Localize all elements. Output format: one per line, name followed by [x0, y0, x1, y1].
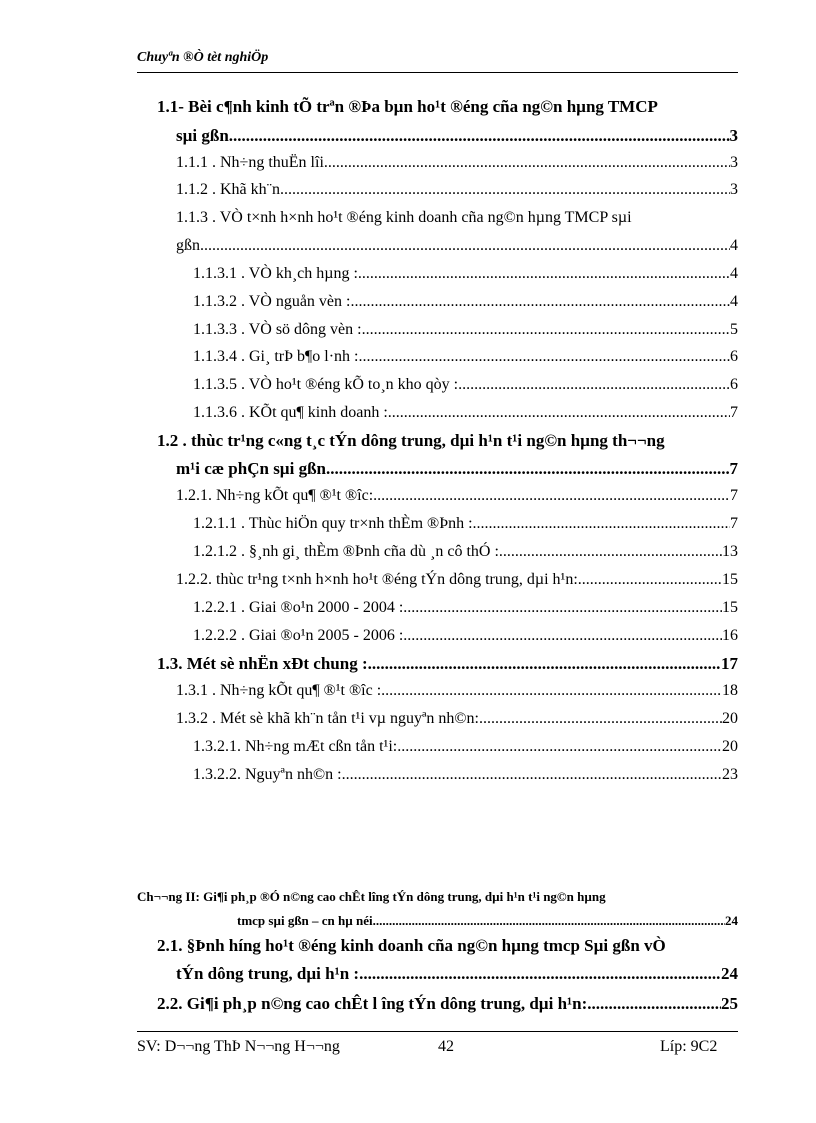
- toc-label: 1.1.3.3 . VÒ sö dông vèn :: [193, 321, 362, 338]
- toc-page: 5: [730, 321, 738, 338]
- toc-leader: [373, 913, 725, 929]
- toc-2-2[interactable]: [157, 994, 738, 1014]
- toc-label: 1.1.3.4 . Gi¸ trÞ b¶o l·nh :: [193, 348, 359, 365]
- toc-page: 7: [729, 459, 738, 478]
- toc-1-2-2-2[interactable]: [193, 627, 738, 645]
- toc-1-1-3-line1: 1.1.3 . VÒ t×nh h×nh ho¹t ®éng kinh doanh cña ng©n hµng TMCP sµi: [176, 209, 632, 226]
- header-rule: [137, 72, 738, 73]
- toc-1-1-3-5[interactable]: [193, 376, 738, 394]
- footer-page-number: 42: [438, 1038, 454, 1055]
- toc-label: 1.3.1 . Nh÷ng kÕt qu¶ ®¹t ®îc :: [176, 682, 382, 699]
- toc-leader: [578, 571, 722, 589]
- toc-1-1-3[interactable]: [176, 237, 738, 255]
- toc-page: 7: [730, 515, 738, 532]
- toc-page: 4: [730, 265, 738, 282]
- toc-1-3-1[interactable]: [176, 682, 738, 700]
- toc-2-1-line2: tÝn dông trung, dµi h¹n :: [176, 964, 360, 983]
- toc-1-1-3-1[interactable]: [193, 265, 738, 283]
- toc-label: 1.2.2.1 . Giai ®o¹n 2000 - 2004 :: [193, 599, 404, 616]
- toc-page: 4: [730, 237, 738, 254]
- toc-label: 1.1.3.2 . VÒ nguån vèn :: [193, 293, 351, 310]
- toc-1-2-line1: 1.2 . thùc tr¹ng c«ng t¸c tÝn dông trung, dµi h¹n t¹i ng©n hµng th¬¬ng: [157, 431, 665, 450]
- toc-leader: [368, 654, 721, 674]
- toc-label: 1.3.2 . Mét sè khã kh¨n tån t¹i vµ nguyªn nh©n:: [176, 710, 479, 727]
- toc-label: 2.2. Gi¶i ph¸p n©ng cao chÊt l îng tÝn dông trung, dµi h¹n:: [157, 994, 588, 1013]
- toc-page: 7: [730, 487, 738, 504]
- toc-label: 1.2.2.2 . Giai ®o¹n 2005 - 2006 :: [193, 627, 404, 644]
- toc-leader: [359, 964, 721, 984]
- toc-leader: [342, 766, 722, 784]
- toc-1-1-line2: sµi gßn: [176, 126, 229, 145]
- toc-label: 1.2.1.2 . §¸nh gi¸ thÈm ®Þnh cña dù ¸n cô thÓ :: [193, 543, 499, 560]
- toc-1-2-1-2[interactable]: [193, 543, 738, 561]
- toc-leader: [499, 543, 722, 561]
- toc-1-3-2-1[interactable]: [193, 738, 738, 756]
- toc-label: 1.2.1.1 . Thùc hiÖn quy tr×nh thÈm ®Þnh :: [193, 515, 473, 532]
- toc-page: 24: [725, 913, 738, 928]
- toc-leader: [362, 321, 730, 339]
- toc-page: 3: [729, 126, 738, 145]
- toc-1-2[interactable]: [176, 459, 738, 479]
- toc-1-1-3-2[interactable]: [193, 293, 738, 311]
- toc-label: 1.1.1 . Nh÷ng thuËn lîi: [176, 154, 324, 171]
- toc-leader: [373, 487, 730, 505]
- toc-1-2-line2: m¹i cæ phÇn sµi gßn.: [176, 459, 331, 478]
- footer-student: SV: D¬¬ng ThÞ N¬¬ng H¬¬ng: [137, 1038, 340, 1055]
- toc-1-1-2[interactable]: [176, 181, 738, 199]
- toc-leader: [473, 515, 730, 533]
- toc-label: 1.3.2.1. Nh÷ng mÆt cßn tån t¹i:: [193, 738, 398, 755]
- footer-rule: [137, 1031, 738, 1032]
- toc-page: 16: [722, 627, 738, 644]
- toc-page: 20: [722, 710, 738, 727]
- toc-page: 20: [722, 738, 738, 755]
- toc-page: 23: [722, 766, 738, 783]
- toc-leader: [324, 154, 730, 172]
- toc-leader: [397, 738, 722, 756]
- toc-1-3-2[interactable]: [176, 710, 738, 728]
- toc-1-2-1-1[interactable]: [193, 515, 738, 533]
- toc-1-1-line1: 1.1- Bèi c¶nh kinh tÕ trªn ®Þa bµn ho¹t ®éng cña ng©n hµng TMCP: [157, 97, 658, 116]
- toc-leader: [388, 404, 730, 422]
- toc-page: 15: [722, 571, 738, 588]
- toc-leader: [358, 348, 730, 366]
- toc-label: 1.2.1. Nh÷ng kÕt qu¶ ®¹t ®îc:: [176, 487, 374, 504]
- toc-page: 4: [730, 293, 738, 310]
- toc-label: 1.3.2.2. Nguyªn nh©n :: [193, 766, 342, 783]
- toc-ch2-line1: Ch¬¬ng II: Gi¶i ph¸p ®Ó n©ng cao chÊt lîng tÝn dông trung, dµi h¹n t¹i ng©n hµng: [137, 889, 606, 904]
- toc-label: 1.1.3.5 . VÒ ho¹t ®éng kÕ to¸n kho qòy :: [193, 376, 459, 393]
- toc-label: 1.2.2. thùc tr¹ng t×nh h×nh ho¹t ®éng tÝn dông trung, dµi h¹n:: [176, 571, 578, 588]
- toc-leader: [381, 682, 722, 700]
- toc-page: 6: [730, 348, 738, 365]
- toc-1-3-2-2[interactable]: [193, 766, 738, 784]
- toc-page: 17: [721, 654, 738, 673]
- toc-label: 1.3. Mét sè nhËn xÐt chung :: [157, 654, 368, 673]
- toc-1-1-3-3[interactable]: [193, 321, 738, 339]
- toc-1-2-2-1[interactable]: [193, 599, 738, 617]
- toc-leader: [458, 376, 730, 394]
- toc-label: 1.1.2 . Khã kh¨n: [176, 181, 280, 198]
- toc-1-3[interactable]: [157, 654, 738, 674]
- toc-label: 1.1.3.1 . VÒ kh¸ch hµng :: [193, 265, 358, 282]
- toc-leader: [280, 181, 730, 199]
- toc-page: 7: [730, 404, 738, 421]
- toc-page: 13: [722, 543, 738, 560]
- toc-1-2-2[interactable]: [176, 571, 738, 589]
- header-title: Chuyªn ®Ò tèt nghiÖp: [137, 50, 269, 65]
- toc-leader: [479, 710, 722, 728]
- toc-ch2-line2: tmcp sµi gßn – cn hµ néi: [237, 913, 373, 928]
- toc-1-1-3-4[interactable]: [193, 348, 738, 366]
- toc-page: 3: [730, 154, 738, 171]
- toc-page: 24: [721, 964, 738, 983]
- toc-leader: [204, 237, 730, 255]
- toc-1-1[interactable]: [176, 126, 738, 146]
- toc-1-1-3-6[interactable]: [193, 404, 738, 422]
- toc-leader: [403, 627, 722, 645]
- toc-leader: [358, 265, 730, 283]
- toc-leader: [330, 459, 729, 479]
- toc-leader: [587, 994, 721, 1014]
- toc-page: 15: [722, 599, 738, 616]
- toc-leader: [403, 599, 722, 617]
- toc-2-1[interactable]: [176, 964, 738, 984]
- toc-page: 25: [721, 994, 738, 1013]
- toc-page: 6: [730, 376, 738, 393]
- toc-page: 18: [722, 682, 738, 699]
- toc-leader: [350, 293, 730, 311]
- footer-class: Líp: 9C2: [660, 1038, 718, 1055]
- toc-1-2-1[interactable]: [176, 487, 738, 505]
- toc-1-1-3-line2: gßn.: [176, 237, 204, 254]
- toc-2-1-line1: 2.1. §Þnh híng ho¹t ®éng kinh doanh cña ng©n hµng tmcp Sµi gßn vÒ: [157, 936, 666, 955]
- toc-leader: [229, 126, 730, 146]
- toc-label: 1.1.3.6 . KÕt qu¶ kinh doanh :: [193, 404, 388, 421]
- toc-page: 3: [730, 181, 738, 198]
- toc-ch2[interactable]: [237, 913, 738, 929]
- toc-1-1-1[interactable]: [176, 154, 738, 172]
